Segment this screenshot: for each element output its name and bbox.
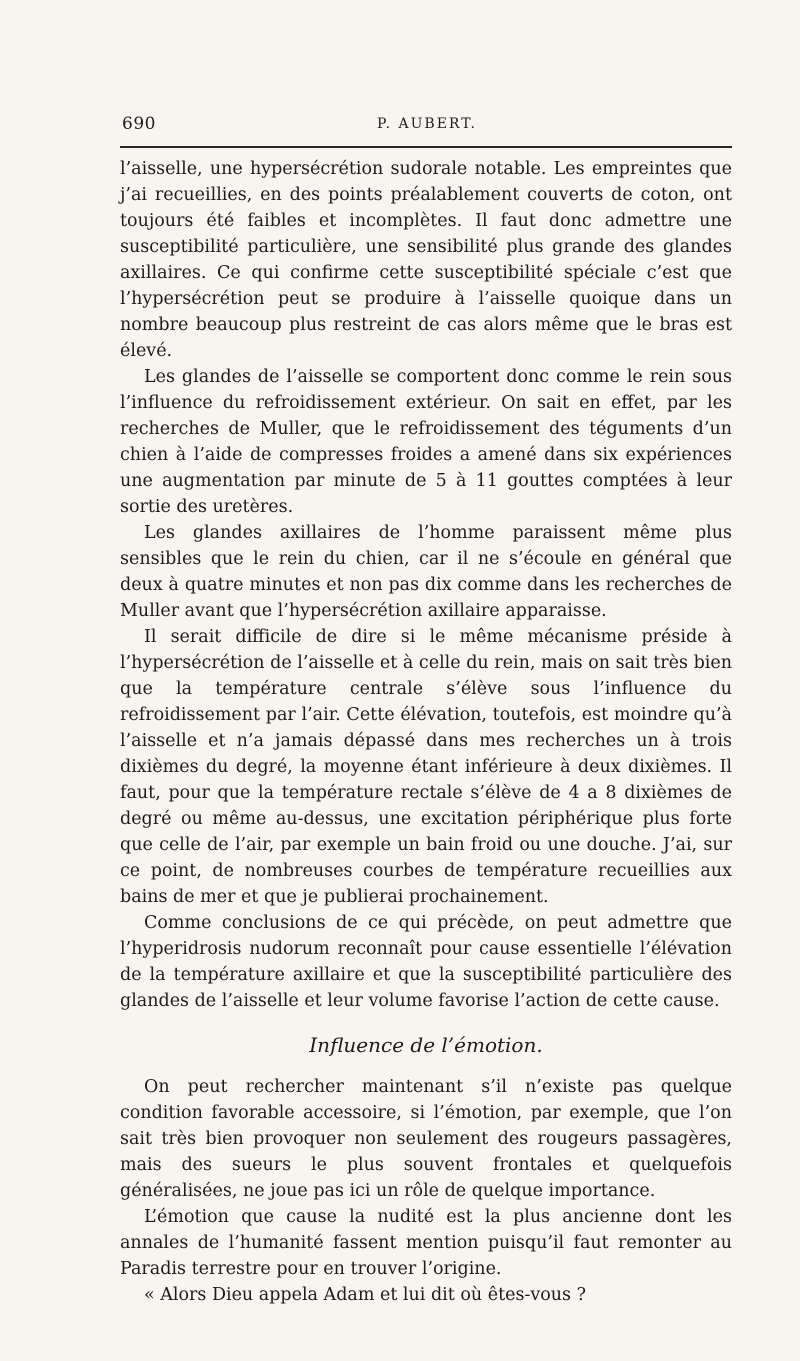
running-head: P. AUBERT. bbox=[377, 116, 477, 132]
paragraph: On peut rechercher maintenant s’il n’existe pas quelque condition favorable accessoire, si l’émotion, par exemple, que l’on sait très bien provoquer non seulement des rougeurs passagères, mais des sueurs le plus souvent frontales et quelquefois généralisées, ne joue pas ici un rôle de quelque importance. bbox=[120, 1077, 732, 1201]
paragraph: Comme conclusions de ce qui précède, on peut admettre que l’hyperidrosis nudorum reconnaît pour cause essentielle l’élévation de la température axillaire et que la susceptibilité particulière des glandes de l’aisselle et leur volume favorise l’action de cette cause. bbox=[120, 913, 732, 1011]
page-header bbox=[122, 114, 732, 138]
section-title: Influence de l’émotion. bbox=[309, 1033, 543, 1057]
page-number: 690 bbox=[122, 114, 156, 134]
paragraph: l’aisselle, une hypersécrétion sudorale notable. Les empreintes que j’ai recueillies, en des points préalablement couverts de coton, ont toujours été faibles et incomplètes. Il faut donc admettre une susceptibilité particulière, une sensibilité plus grande des glandes axillaires. Ce qui confirme cette susceptibilité spéciale c’est que l’hypersécrétion peut se produire à l’aisselle quoique dans un nombre beaucoup plus restreint de cas alors même que le bras est élevé. bbox=[120, 159, 732, 361]
paragraph: L’émotion que cause la nudité est la plus ancienne dont les annales de l’humanité fassent mention puisqu’il faut remonter au Paradis terrestre pour en trouver l’origine. bbox=[120, 1207, 732, 1279]
paragraph: Il serait difficile de dire si le même mécanisme préside à l’hypersécrétion de l’aisselle et à celle du rein, mais on sait très bien que la température centrale s’élève sous l’influence du refroidissement par l’air. Cette élévation, toutefois, est moindre qu’à l’aisselle et n’a jamais dépassé dans mes recherches un à trois dixièmes du degré, la moyenne étant inférieure à deux dixièmes. Il faut, pour que la température rectale s’élève de 4 a 8 dixièmes de degré ou même au-dessus, une excitation périphérique plus forte que celle de l’air, par exemple un bain froid ou une douche. J’ai, sur ce point, de nombreuses courbes de température recueillies aux bains de mer et que je publierai prochainement. bbox=[120, 627, 732, 907]
quote-line: « Alors Dieu appela Adam et lui dit où êtes-vous ? bbox=[144, 1285, 586, 1305]
header-rule bbox=[120, 146, 732, 148]
paragraph: Les glandes de l’aisselle se comportent donc comme le rein sous l’influence du refroidissement extérieur. On sait en effet, par les recherches de Muller, que le refroidissement des téguments d’un chien à l’aide de compresses froides a amené dans six expériences une augmentation par minute de 5 à 11 gouttes comptées à leur sortie des uretères. bbox=[120, 367, 732, 517]
paragraph: Les glandes axillaires de l’homme paraissent même plus sensibles que le rein du chien, car il ne s’écoule en général que deux à quatre minutes et non pas dix comme dans les recherches de Muller avant que l’hypersécrétion axillaire apparaisse. bbox=[120, 523, 732, 621]
body-text bbox=[120, 156, 732, 1308]
